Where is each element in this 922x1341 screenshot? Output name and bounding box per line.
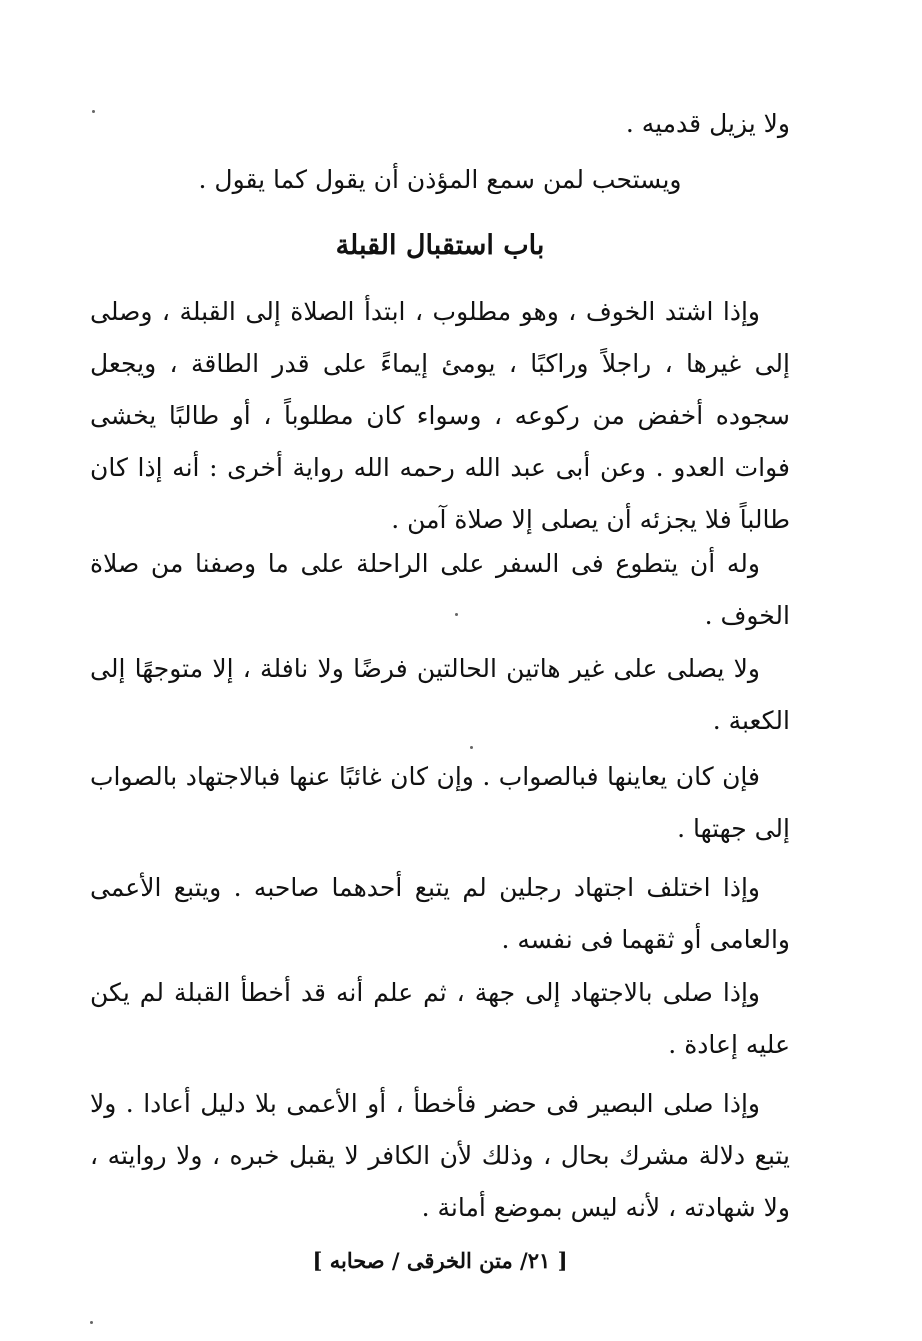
chapter-heading: باب استقبال القبلة <box>335 230 545 261</box>
paragraph-2-text: وله أن يتطوع فى السفر على الراحلة على ما وصفنا من صلاة الخوف . <box>90 549 790 630</box>
opening-lines <box>90 98 790 206</box>
paragraph-3 <box>90 643 790 747</box>
paragraph-6-text: وإذا صلى بالاجتهاد إلى جهة ، ثم علم أنه قد أخطأ القبلة لم يكن عليه إعادة . <box>90 978 790 1059</box>
paragraph-4-text: فإن كان يعاينها فبالصواب . وإن كان غائبًا عنها فبالاجتهاد بالصواب إلى جهتها . <box>90 762 790 843</box>
page-footer: [ ٢١/ متن الخرقى / صحابه ] <box>312 1248 568 1273</box>
paragraph-5 <box>90 862 790 966</box>
paragraph-7 <box>90 1078 790 1234</box>
scan-speck <box>455 613 458 616</box>
paragraph-5-text: وإذا اختلف اجتهاد رجلين لم يتبع أحدهما صاحبه . ويتبع الأعمى والعامى أو ثقهما فى نفسه . <box>90 873 790 954</box>
paragraph-1 <box>90 286 790 546</box>
scan-speck <box>470 746 473 749</box>
paragraph-3-text: ولا يصلى على غير هاتين الحالتين فرضًا ولا نافلة ، إلا متوجهًا إلى الكعبة . <box>90 654 790 735</box>
paragraph-2 <box>90 538 790 642</box>
opening-line-1: ولا يزيل قدميه . <box>625 109 790 138</box>
paragraph-6 <box>90 967 790 1071</box>
paragraph-1-text: وإذا اشتد الخوف ، وهو مطلوب ، ابتدأ الصلاة إلى القبلة ، وصلى إلى غيرها ، راجلاً وراكبًا ، يومئ إيماءً على قدر الطاقة ، ويجعل سجوده أخفض من ركوعه ، وسواء كان مطلوباً ، أو طالبًا يخشى فوات العدو . وعن أبى عبد الله رحمه الله رواية أخرى : أنه إذا كان طالباً فلا يجزئه أن يصلى إلا صلاة آمن . <box>90 297 790 534</box>
scan-speck <box>90 1321 93 1324</box>
opening-line-2: ويستحب لمن سمع المؤذن أن يقول كما يقول . <box>198 165 682 194</box>
scan-speck <box>92 110 95 113</box>
paragraph-7-text: وإذا صلى البصير فى حضر فأخطأ ، أو الأعمى بلا دليل أعادا . ولا يتبع دلالة مشرك بحال ، وذلك لأن الكافر لا يقبل خبره ، ولا روايته ، ولا شهادته ، لأنه ليس بموضع أمانة . <box>90 1089 790 1222</box>
paragraph-4 <box>90 751 790 855</box>
